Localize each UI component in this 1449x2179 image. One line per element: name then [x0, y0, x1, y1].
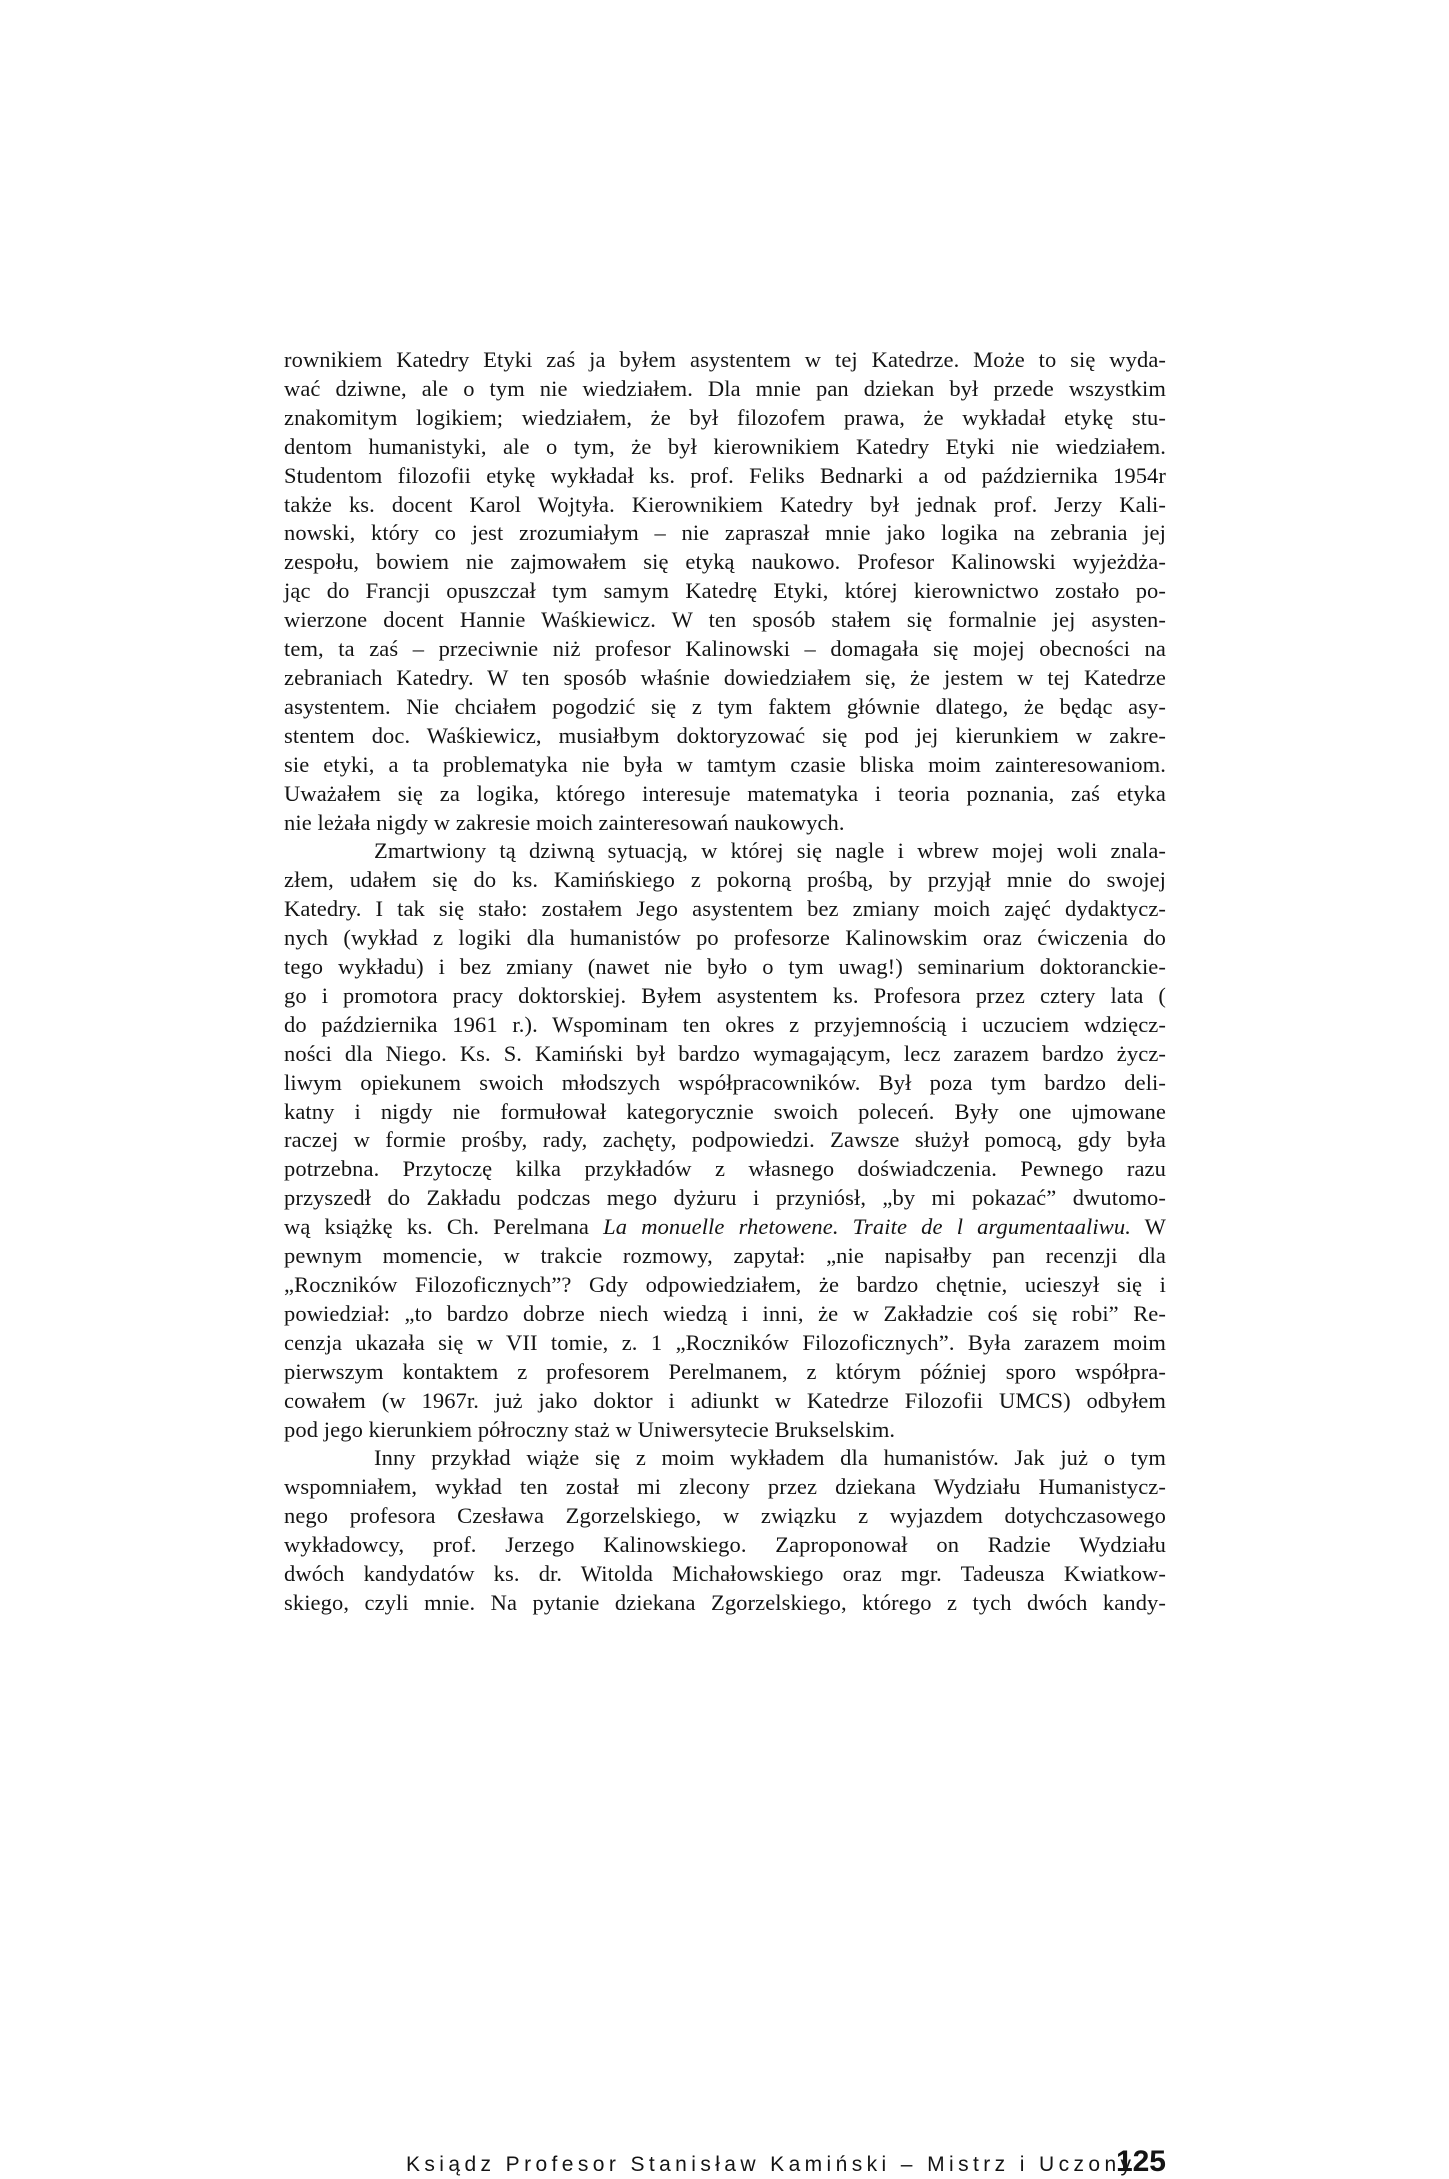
text-line: także ks. docent Karol Wojtyła. Kierownikiem Katedry był jednak prof. Jerzy Kali-	[284, 491, 1166, 517]
text-line: pierwszym kontaktem z profesorem Perelmanem, z którym później sporo współpra-	[284, 1358, 1166, 1384]
paragraph-1	[284, 346, 1166, 837]
text-line: sie etyki, a ta problematyka nie była w tamtym czasie bliska moim zainteresowaniom.	[284, 751, 1166, 777]
paragraph-2	[284, 837, 1166, 1444]
text-line: Studentom filozofii etykę wykładał ks. prof. Feliks Bednarki a od października 1954r	[284, 462, 1166, 488]
text-line: pod jego kierunkiem półroczny staż w Uniwersytecie Brukselskim.	[284, 1416, 896, 1442]
text-line: raczej w formie prośby, rady, zachęty, podpowiedzi. Zawsze służył pomocą, gdy była	[284, 1127, 1166, 1153]
text-line: skiego, czyli mnie. Na pytanie dziekana Zgorzelskiego, którego z tych dwóch kandy-	[284, 1589, 1166, 1615]
text-line: dwóch kandydatów ks. dr. Witolda Michałowskiego oraz mgr. Tadeusza Kwiatkow-	[284, 1561, 1166, 1587]
text-line: „Roczników Filozoficznych”? Gdy odpowiedziałem, że bardzo chętnie, ucieszył się i	[284, 1272, 1166, 1297]
text-line: cenzja ukazała się w VII tomie, z. 1 „Roczników Filozoficznych”. Była zarazem moim	[284, 1329, 1166, 1355]
text-line: zespołu, bowiem nie zajmowałem się etyką naukowo. Profesor Kalinowski wyjeżdża-	[284, 549, 1166, 575]
text-line: Katedry. I tak się stało: zostałem Jego asystentem bez zmiany moich zajęć dydaktycz-	[284, 896, 1166, 922]
page-number: 125	[1115, 2145, 1166, 2178]
text-line: jąc do Francji opuszczał tym samym Katedrę Etyki, której kierownictwo zostało po-	[284, 578, 1166, 604]
text-line: wać dziwne, ale o tym nie wiedziałem. Dla mnie pan dziekan był przede wszystkim	[284, 375, 1166, 401]
text-line: przyszedł do Zakładu podczas mego dyżuru i przyniósł, „by mi pokazać” dwutomo-	[284, 1185, 1166, 1211]
text-line: znakomitym logikiem; wiedziałem, że był filozofem prawa, że wykładał etykę stu-	[284, 404, 1166, 430]
text-line: do października 1961 r.). Wspominam ten okres z przyjemnością i uczuciem wdzięcz-	[284, 1011, 1166, 1037]
text-line: liwym opiekunem swoich młodszych współpracowników. Był poza tym bardzo deli-	[284, 1069, 1166, 1095]
text-line: go i promotora pracy doktorskiej. Byłem asystentem ks. Profesora przez cztery lata (	[284, 982, 1166, 1008]
text-line: pewnym momencie, w trakcie rozmowy, zapytał: „nie napisałby pan recenzji dla	[284, 1243, 1166, 1269]
text-line: asystentem. Nie chciałem pogodzić się z tym faktem głównie dlatego, że będąc asy-	[284, 693, 1166, 719]
running-title: Ksiądz Profesor Stanisław Kamiński – Mistrz i Uczony	[406, 2153, 1136, 2176]
text-line: wspomniałem, wykład ten został mi zlecony przez dziekana Wydziału Humanistycz-	[284, 1474, 1166, 1500]
text-line: tem, ta zaś – przeciwnie niż profesor Kalinowski – domagała się mojej obecności na	[284, 636, 1166, 662]
book-title: La monuelle rhetowene. Traite de l argumentaaliwu.	[603, 1214, 1131, 1240]
text-line: potrzebna. Przytoczę kilka przykładów z własnego doświadczenia. Pewnego razu	[284, 1156, 1166, 1182]
text-line: wykładowcy, prof. Jerzego Kalinowskiego. Zaproponował on Radzie Wydziału	[284, 1532, 1166, 1558]
text-line: ności dla Niego. Ks. S. Kamiński był bardzo wymagającym, lecz zarazem bardzo życz-	[284, 1040, 1166, 1066]
text-line: powiedział: „to bardzo dobrze niech wiedzą i inni, że w Zakładzie coś się robi” Re-	[284, 1300, 1166, 1326]
text-line-with-title	[284, 1213, 1166, 1242]
paragraph-3	[284, 1444, 1166, 1617]
text-line: Inny przykład wiąże się z moim wykładem dla humanistów. Jak już o tym	[374, 1445, 1166, 1471]
text-line: zebraniach Katedry. W ten sposób właśnie dowiedziałem się, że jestem w tej Katedrze	[284, 664, 1166, 690]
text-line: Uważałem się za logika, którego interesuje matematyka i teoria poznania, zaś etyka	[284, 780, 1166, 806]
body-text	[284, 346, 1166, 1618]
text-line: nowski, który co jest zrozumiałym – nie zapraszał mnie jako logika na zebrania jej	[284, 520, 1166, 546]
text-line: złem, udałem się do ks. Kamińskiego z pokorną prośbą, by przyjął mnie do swojej	[284, 867, 1166, 893]
text-line: tego wykładu) i bez zmiany (nawet nie było o tym uwag!) seminarium doktoranckie-	[284, 954, 1166, 980]
text-line: dentom humanistyki, ale o tym, że był kierownikiem Katedry Etyki nie wiedziałem.	[284, 433, 1166, 459]
text-segment: W	[1130, 1214, 1166, 1240]
text-line: wierzone docent Hannie Waśkiewicz. W ten sposób stałem się formalnie jej asysten-	[284, 607, 1166, 633]
text-line: stentem doc. Waśkiewicz, musiałbym doktoryzować się pod jej kierunkiem w zakre-	[284, 722, 1166, 748]
text-line: nego profesora Czesława Zgorzelskiego, w związku z wyjazdem dotychczasowego	[284, 1503, 1166, 1529]
text-segment: wą książkę ks. Ch. Perelmana	[284, 1214, 604, 1240]
text-line: cowałem (w 1967r. już jako doktor i adiunkt w Katedrze Filozofii UMCS) odbyłem	[284, 1387, 1166, 1413]
text-line: katny i nigdy nie formułował kategorycznie swoich poleceń. Były one ujmowane	[284, 1098, 1166, 1124]
text-line: Zmartwiony tą dziwną sytuacją, w której się nagle i wbrew mojej woli znala-	[374, 838, 1166, 864]
text-line: rownikiem Katedry Etyki zaś ja byłem asystentem w tej Katedrze. Może to się wyda-	[284, 347, 1166, 372]
text-line: nych (wykład z logiki dla humanistów po profesorze Kalinowskim oraz ćwiczenia do	[284, 925, 1166, 951]
text-line: nie leżała nigdy w zakresie moich zainteresowań naukowych.	[284, 809, 845, 835]
